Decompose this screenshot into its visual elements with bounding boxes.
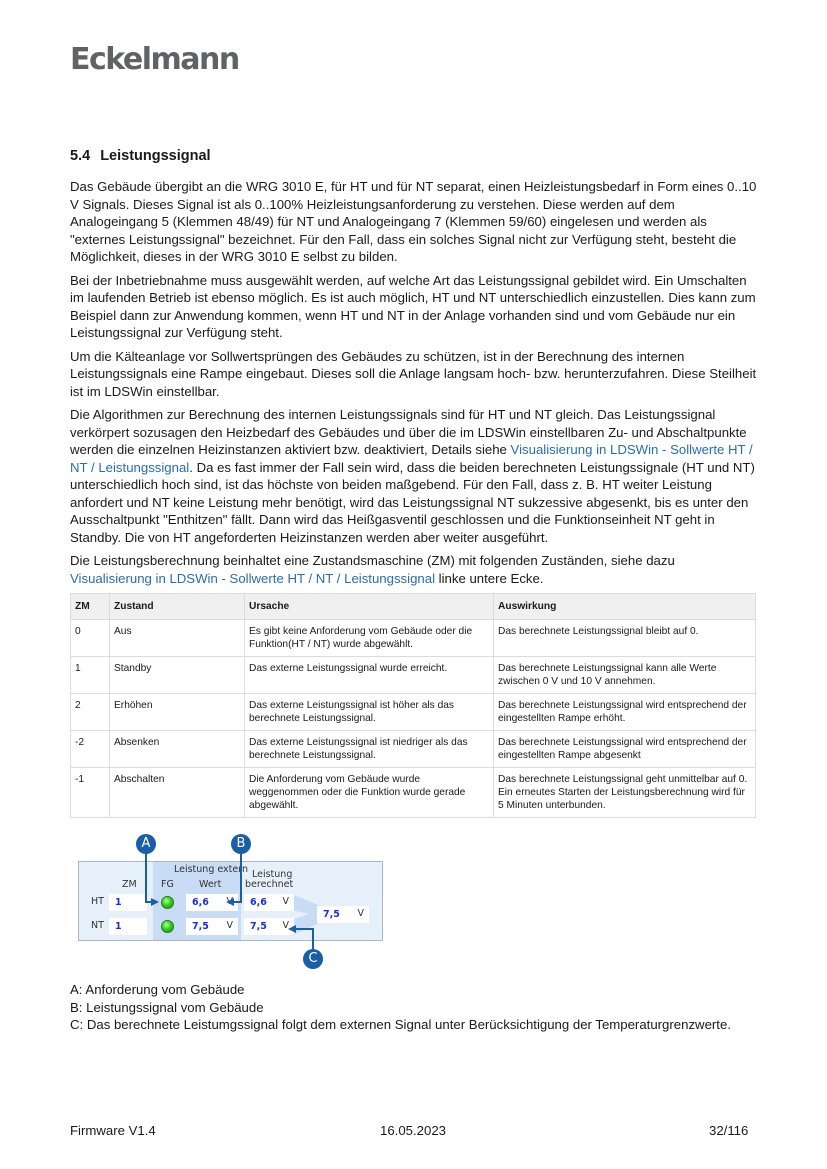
nt-extern-value: 7,5 [192, 921, 209, 932]
main-content [70, 148, 760, 818]
cell-ursache: Das externe Leistungssignal ist niedriger als das berechnete Leistungssignal. [245, 731, 494, 768]
nt-berechnet-value: 7,5 [250, 921, 267, 932]
cell-zustand: Erhöhen [110, 694, 245, 731]
section-heading [70, 148, 760, 164]
table-row [71, 731, 756, 768]
unit-label: V [282, 896, 289, 907]
cell-auswirkung: Das berechnete Leistungssignal bleibt auf 0. [494, 620, 756, 657]
cell-zm: 1 [71, 657, 110, 694]
unit-label: V [282, 920, 289, 931]
header-berechnet: berechnet [245, 879, 294, 890]
cell-zm: 2 [71, 694, 110, 731]
link-visualisierung-sollwerte[interactable]: Visualisierung in LDSWin - Sollwerte HT / NT / Leistungssignal [70, 442, 753, 475]
ht-zm-value: 1 [115, 897, 122, 908]
table-row [71, 620, 756, 657]
max-berechnet-value: 7,5 [323, 909, 340, 920]
state-machine-table [70, 593, 756, 818]
column-header-zm: ZM [71, 594, 110, 620]
unit-label: V [357, 908, 364, 919]
cell-auswirkung: Das berechnete Leistungssignal kann alle Werte zwischen 0 V und 10 V annehmen. [494, 657, 756, 694]
callout-c-icon: C [303, 949, 323, 969]
cell-auswirkung: Das berechnete Leistungssignal wird entsprechend der eingestellten Rampe erhöht. [494, 694, 756, 731]
arrow-c-line [295, 929, 313, 951]
legend-b: B: Leistungssignal vom Gebäude [70, 999, 264, 1015]
cell-zustand: Standby [110, 657, 245, 694]
section-title: Leistungssignal [100, 148, 211, 164]
footer-firmware: Firmware V1.4 [70, 1123, 156, 1138]
paragraph-intro: Das Gebäude übergibt an die WRG 3010 E, für HT und für NT separat, einen Heizleistungsbedarf in Form eines 0..10 V Signals. Dieses Signal ist als 0..100% Heizleistungsanforderung zu verstehen. Diese werden auf dem Analogeingang 5 (Klemmen 48/49) für NT und Analogeingang 7 (Klemmen 59/60) eingelesen und werden als "externes Leistungssignal" bezeichnet. Für den Fall, dass ein solches Signal nicht zur Verfügung steht, besteht die Möglichkeit, dieses in der WRG 3010 E selbst zu bilden. [70, 179, 757, 264]
cell-ursache: Das externe Leistungssignal wurde erreicht. [245, 657, 494, 694]
paragraph-ramp: Um die Kälteanlage vor Sollwertsprüngen des Gebäudes zu schützen, ist in der Berechnung des internen Leistungssignals eine Rampe eingebaut. Dieses soll die Anlage langsam hoch- bzw. herunterzufahren. Diese Steilheit ist im LDSWin einstellbar. [70, 348, 757, 399]
cell-zustand: Absenken [110, 731, 245, 768]
column-header-auswirkung: Auswirkung [494, 594, 756, 620]
callout-arrows [75, 831, 395, 976]
nt-zm-value: 1 [115, 921, 122, 932]
paragraph-commissioning: Bei der Inbetriebnahme muss ausgewählt werden, auf welche Art das Leistungssignal gebildet wird. Ein Umschalten im laufenden Betrieb ist ebenso möglich. Es ist auch möglich, HT und NT unterschiedlich einzustellen. Dies kann zum Beispiel dann zur Anwendung kommen, wenn HT und NT in der Anlage vorhanden sind und vom Gebäude nur ein Leistungssignal zur Verfügung steht. [70, 272, 756, 340]
paragraph-text: linke untere Ecke. [435, 570, 544, 586]
footer-page-number: 32/116 [709, 1123, 749, 1138]
table-row [71, 694, 756, 731]
paragraph-text: Die Algorithmen zur Berechnung des internen Leistungssignals sind für HT und NT gleich. Das Leistungssignal verkörpert sozusagen den Heizbedarf des Gebäudes und über die im LDSWin einstellbaren Zu- und Abschaltpunkte werden die einzelnen Heizinstanzen aktiviert bzw. deaktiviert, Details siehe [70, 407, 747, 457]
header-zm: ZM [122, 879, 137, 890]
leistungssignal-diagram [75, 831, 395, 976]
company-logo: Eckelmann [70, 42, 239, 77]
row-label-nt: NT [91, 920, 104, 931]
cell-zm: -2 [71, 731, 110, 768]
section-number: 5.4 [70, 148, 91, 164]
unit-label: V [226, 920, 233, 931]
diagram-legend [70, 981, 760, 1034]
callout-b-icon: B [231, 834, 251, 854]
arrow-a-head [151, 898, 159, 906]
arrow-b-head [226, 898, 234, 906]
header-leistung: Leistung [252, 869, 293, 880]
cell-ursache: Die Anforderung vom Gebäude wurde weggenommen oder die Funktion wurde gerade abgewählt. [245, 768, 494, 818]
cell-zustand: Abschalten [110, 768, 245, 818]
table-row [71, 768, 756, 818]
paragraph-algorithm [70, 406, 760, 546]
ht-berechnet-value: 6,6 [250, 897, 267, 908]
link-visualisierung-sollwerte-2[interactable]: Visualisierung in LDSWin - Sollwerte HT / NT / Leistungssignal [70, 570, 436, 586]
cell-ursache: Das externe Leistungssignal ist höher als das berechnete Leistungssignal. [245, 694, 494, 731]
ht-extern-value: 6,6 [192, 897, 209, 908]
callout-a-icon: A [136, 834, 156, 854]
paragraph-text: Die Leistungsberechnung beinhaltet eine Zustandsmaschine (ZM) mit folgenden Zuständen, siehe dazu [70, 553, 675, 568]
footer-date: 16.05.2023 [380, 1123, 447, 1138]
paragraph-state-machine [70, 552, 760, 587]
header-fg: FG [161, 879, 174, 890]
header-wert: Wert [199, 879, 222, 890]
legend-c: C: Das berechnete Leistumgssignal folgt dem externen Signal unter Berücksichtigung der Temperaturgrenzwerte. [70, 1017, 731, 1032]
column-header-ursache: Ursache [245, 594, 494, 620]
row-label-ht: HT [91, 896, 104, 907]
cell-zustand: Aus [110, 620, 245, 657]
arrow-c-head [288, 925, 296, 933]
cell-auswirkung: Das berechnete Leistungssignal wird entsprechend der eingestellten Rampe abgesenkt [494, 731, 756, 768]
cell-auswirkung: Das berechnete Leistungssignal geht unmittelbar auf 0. Ein erneutes Starten der Leistungsberechnung wird für 5 Minuten unterbunden. [494, 768, 756, 818]
cell-ursache: Es gibt keine Anforderung vom Gebäude oder die Funktion(HT / NT) wurde abgewählt. [245, 620, 494, 657]
table-header-row [71, 594, 756, 620]
column-header-zustand: Zustand [110, 594, 245, 620]
table-row [71, 657, 756, 694]
header-leistung-extern: Leistung extern [174, 864, 249, 875]
paragraph-text: . Da es fast immer der Fall sein wird, dass die beiden berechneten Leistungssignale (HT und NT) unterschiedlich hoch sind, ist das höchste von beiden maßgebend. Für den Fall, dass z. B. HT weiter Leistung anfordert und NT keine Leistung mehr benötigt, wird das Leistungssignal NT sukzessive abgesenkt, bis es unter den Ausschaltpunkt "Enthitzen" fällt. Dann wird das Heißgasventil geschlossen und die Funktionseinheit NT geht in Standby. Die von HT angeforderten Heizinstanzen werden aber weiter ausgeführt. [70, 459, 755, 545]
cell-zm: 0 [71, 620, 110, 657]
legend-a: A: Anforderung vom Gebäude [70, 982, 245, 997]
cell-zm: -1 [71, 768, 110, 818]
